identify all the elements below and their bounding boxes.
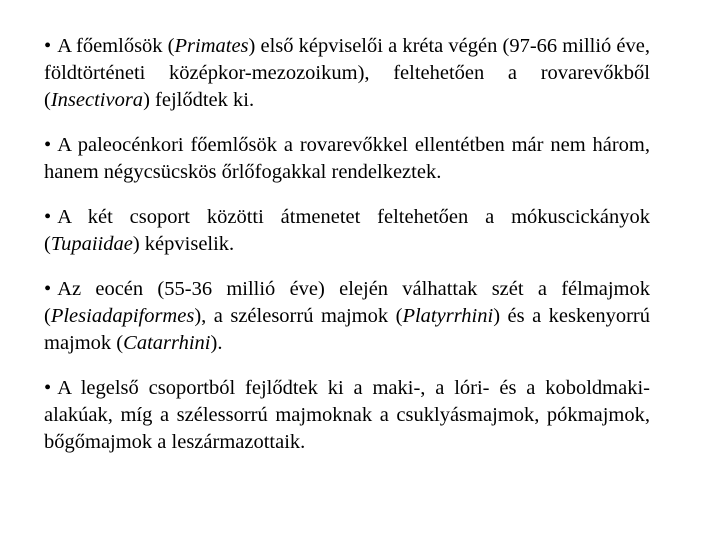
- bullet-paragraph-4: [44, 276, 650, 357]
- text-run: ) első képviselői a kréta végén (97-66 millió éve, földtörténeti középkor-mezozoikum), feltehetően a rovarevőkből (: [44, 35, 650, 111]
- text-run: ) és a keskenyorrú majmok (: [44, 305, 650, 354]
- italic-term: Primates: [174, 35, 249, 57]
- bullet-icon: •: [44, 377, 52, 399]
- bullet-icon: •: [44, 278, 52, 300]
- bullet-paragraph-2: [44, 132, 650, 186]
- text-run: A két csoport közötti átmenetet feltehetően a mókuscickányok (: [44, 206, 650, 255]
- italic-term: Insectivora: [50, 89, 144, 111]
- italic-term: Catarrhini: [123, 332, 211, 354]
- text-run: ), a szélesorrú majmok (: [194, 305, 403, 327]
- slide-body: [44, 33, 650, 456]
- text-run: ) képviselik.: [132, 233, 235, 255]
- text-run: A paleocénkori főemlősök a rovarevőkkel ellentétben már nem három, hanem négycsücskös őrlőfogakkal rendelkeztek.: [44, 134, 650, 183]
- text-run: ).: [210, 332, 223, 354]
- italic-term: Plesiadapiformes: [50, 305, 195, 327]
- bullet-paragraph-3: [44, 204, 650, 258]
- bullet-icon: •: [44, 134, 52, 156]
- bullet-icon: •: [44, 35, 52, 57]
- italic-term: Tupaiidae: [50, 233, 133, 255]
- text-run: ) fejlődtek ki.: [143, 89, 255, 111]
- italic-term: Platyrrhini: [402, 305, 494, 327]
- bullet-paragraph-1: [44, 33, 650, 114]
- text-run: A főemlősök (: [57, 35, 175, 57]
- bullet-paragraph-5: [44, 375, 650, 456]
- bullet-icon: •: [44, 206, 52, 228]
- text-run: A legelső csoportból fejlődtek ki a maki-, a lóri- és a koboldmaki-alakúak, míg a szélessorrú majmoknak a csuklyásmajmok, pókmajmok, bőgőmajmok a leszármazottaik.: [44, 377, 650, 453]
- text-run: Az eocén (55-36 millió éve) elején válhattak szét a félmajmok (: [44, 278, 650, 327]
